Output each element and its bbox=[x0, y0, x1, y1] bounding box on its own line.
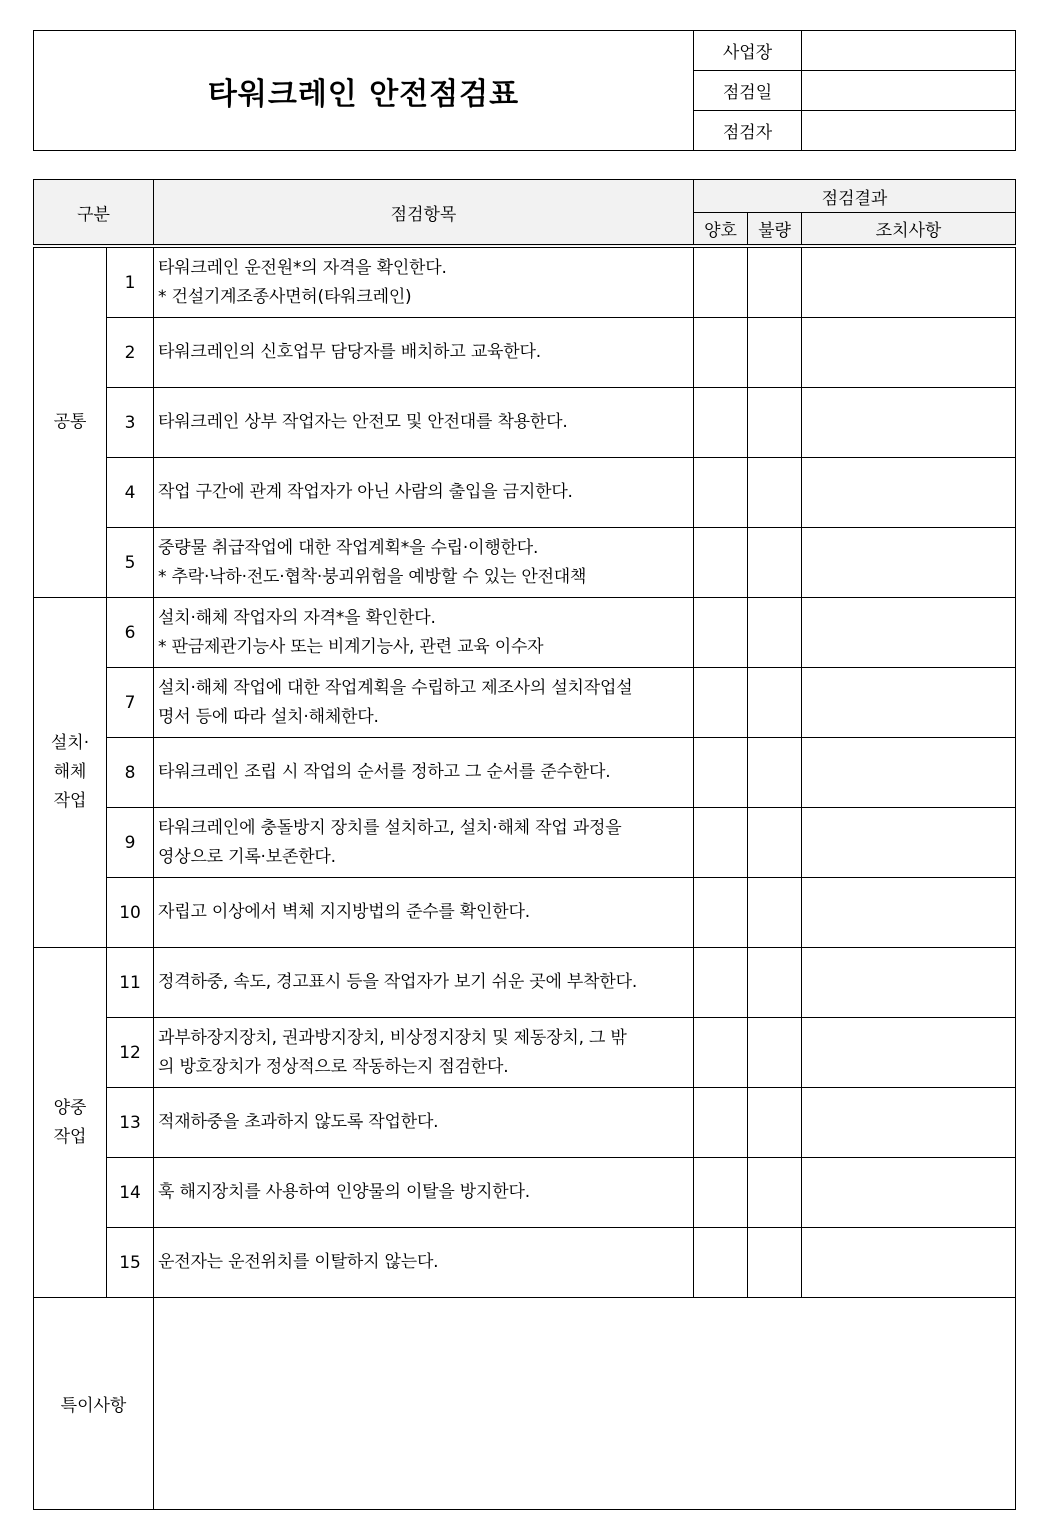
item-text-line: 훅 해지장치를 사용하여 인양물의 이탈을 방지한다. bbox=[158, 1182, 530, 1202]
item-text-line: * 판금제관기능사 또는 비계기능사, 관련 교육 이수자 bbox=[158, 636, 544, 657]
item-text bbox=[154, 1018, 694, 1088]
item-text-line: 중량물 취급작업에 대한 작업계획*을 수립·이행한다. bbox=[158, 537, 539, 558]
item-text bbox=[154, 318, 694, 388]
action-input-cell[interactable] bbox=[802, 808, 1016, 878]
bad-checkbox-cell[interactable] bbox=[748, 388, 802, 458]
category-label bbox=[34, 598, 107, 948]
item-number: 8 bbox=[107, 738, 154, 808]
bad-checkbox-cell[interactable] bbox=[748, 598, 802, 668]
item-text bbox=[154, 388, 694, 458]
bad-checkbox-cell[interactable] bbox=[748, 878, 802, 948]
table-row bbox=[34, 388, 1016, 458]
bad-checkbox-cell[interactable] bbox=[748, 808, 802, 878]
bad-checkbox-cell[interactable] bbox=[748, 1018, 802, 1088]
table-row bbox=[34, 1158, 1016, 1228]
good-checkbox-cell[interactable] bbox=[694, 1018, 748, 1088]
notes-label: 특이사항 bbox=[34, 1298, 154, 1510]
category-label-line: 공통 bbox=[53, 412, 87, 432]
category-label-line: 해체 bbox=[53, 762, 87, 782]
item-text-line: 적재하중을 초과하지 않도록 작업한다. bbox=[158, 1112, 439, 1132]
item-number: 14 bbox=[107, 1158, 154, 1228]
item-number: 7 bbox=[107, 668, 154, 738]
bad-checkbox-cell[interactable] bbox=[748, 948, 802, 1018]
notes-field[interactable] bbox=[154, 1298, 1016, 1510]
action-input-cell[interactable] bbox=[802, 738, 1016, 808]
item-text bbox=[154, 598, 694, 668]
item-text-line: 타워크레인 상부 작업자는 안전모 및 안전대를 착용한다. bbox=[158, 412, 568, 432]
table-row bbox=[34, 246, 1016, 318]
item-text bbox=[154, 808, 694, 878]
good-checkbox-cell[interactable] bbox=[694, 738, 748, 808]
item-text-line: 타워크레인 조립 시 작업의 순서를 정하고 그 순서를 준수한다. bbox=[158, 762, 611, 782]
good-checkbox-cell[interactable] bbox=[694, 598, 748, 668]
category-label-line: 설치· bbox=[50, 733, 90, 753]
good-checkbox-cell[interactable] bbox=[694, 948, 748, 1018]
action-input-cell[interactable] bbox=[802, 878, 1016, 948]
item-text-line: * 건설기계조종사면허(타워크레인) bbox=[158, 286, 412, 307]
table-row bbox=[34, 1018, 1016, 1088]
item-text bbox=[154, 878, 694, 948]
table-row bbox=[34, 668, 1016, 738]
good-checkbox-cell[interactable] bbox=[694, 668, 748, 738]
table-row bbox=[34, 458, 1016, 528]
table-row bbox=[34, 598, 1016, 668]
bad-checkbox-cell[interactable] bbox=[748, 246, 802, 318]
good-checkbox-cell[interactable] bbox=[694, 318, 748, 388]
item-text-line: 설치·해체 작업자의 자격*을 확인한다. bbox=[158, 607, 436, 628]
bad-checkbox-cell[interactable] bbox=[748, 318, 802, 388]
table-row bbox=[34, 738, 1016, 808]
page-title: 타워크레인 안전점검표 bbox=[34, 31, 694, 151]
label-date: 점검일 bbox=[694, 71, 802, 111]
item-text-line: 운전자는 운전위치를 이탈하지 않는다. bbox=[158, 1252, 439, 1272]
item-text-line: 자립고 이상에서 벽체 지지방법의 준수를 확인한다. bbox=[158, 902, 530, 922]
date-field[interactable] bbox=[802, 71, 1016, 111]
action-input-cell[interactable] bbox=[802, 1158, 1016, 1228]
category-label-line: 작업 bbox=[53, 791, 87, 811]
header-bad: 불량 bbox=[748, 213, 802, 247]
category-label bbox=[34, 948, 107, 1298]
good-checkbox-cell[interactable] bbox=[694, 1088, 748, 1158]
header-category: 구분 bbox=[34, 180, 154, 247]
label-inspector: 점검자 bbox=[694, 111, 802, 151]
item-number: 1 bbox=[107, 246, 154, 318]
action-input-cell[interactable] bbox=[802, 458, 1016, 528]
good-checkbox-cell[interactable] bbox=[694, 388, 748, 458]
item-text bbox=[154, 246, 694, 318]
label-site: 사업장 bbox=[694, 31, 802, 71]
item-text-line: 타워크레인에 충돌방지 장치를 설치하고, 설치·해체 작업 과정을 bbox=[158, 817, 622, 838]
item-text bbox=[154, 528, 694, 598]
action-input-cell[interactable] bbox=[802, 388, 1016, 458]
item-text bbox=[154, 1158, 694, 1228]
item-text bbox=[154, 738, 694, 808]
item-number: 9 bbox=[107, 808, 154, 878]
item-text-line: 타워크레인의 신호업무 담당자를 배치하고 교육한다. bbox=[158, 342, 541, 362]
bad-checkbox-cell[interactable] bbox=[748, 1088, 802, 1158]
table-row bbox=[34, 948, 1016, 1018]
item-text-line: 의 방호장치가 정상적으로 작동하는지 점검한다. bbox=[158, 1056, 509, 1077]
action-input-cell[interactable] bbox=[802, 528, 1016, 598]
action-input-cell[interactable] bbox=[802, 668, 1016, 738]
item-text bbox=[154, 458, 694, 528]
item-text bbox=[154, 948, 694, 1018]
good-checkbox-cell[interactable] bbox=[694, 808, 748, 878]
table-row bbox=[34, 808, 1016, 878]
inspector-field[interactable] bbox=[802, 111, 1016, 151]
bad-checkbox-cell[interactable] bbox=[748, 458, 802, 528]
item-text-line: 정격하중, 속도, 경고표시 등을 작업자가 보기 쉬운 곳에 부착한다. bbox=[158, 972, 638, 992]
bad-checkbox-cell[interactable] bbox=[748, 668, 802, 738]
good-checkbox-cell[interactable] bbox=[694, 1158, 748, 1228]
item-text-line: 과부하장지장치, 권과방지장치, 비상정지장치 및 제동장치, 그 밖 bbox=[158, 1027, 627, 1048]
item-text-line: 타워크레인 운전원*의 자격을 확인한다. bbox=[158, 257, 447, 278]
item-text bbox=[154, 1088, 694, 1158]
bad-checkbox-cell[interactable] bbox=[748, 1158, 802, 1228]
good-checkbox-cell[interactable] bbox=[694, 1228, 748, 1298]
category-label-line: 작업 bbox=[53, 1126, 87, 1147]
item-number: 10 bbox=[107, 878, 154, 948]
item-text bbox=[154, 1228, 694, 1298]
action-input-cell[interactable] bbox=[802, 246, 1016, 318]
category-label-line: 양중 bbox=[53, 1097, 87, 1118]
item-text-line: 명서 등에 따라 설치·해체한다. bbox=[158, 706, 379, 727]
table-row bbox=[34, 528, 1016, 598]
good-checkbox-cell[interactable] bbox=[694, 878, 748, 948]
good-checkbox-cell[interactable] bbox=[694, 246, 748, 318]
action-input-cell[interactable] bbox=[802, 1018, 1016, 1088]
item-text-line: 설치·해체 작업에 대한 작업계획을 수립하고 제조사의 설치작업설 bbox=[158, 677, 633, 698]
bad-checkbox-cell[interactable] bbox=[748, 1228, 802, 1298]
item-number: 13 bbox=[107, 1088, 154, 1158]
table-row bbox=[34, 878, 1016, 948]
item-text-line: 작업 구간에 관계 작업자가 아닌 사람의 출입을 금지한다. bbox=[158, 482, 573, 502]
header-good: 양호 bbox=[694, 213, 748, 247]
bad-checkbox-cell[interactable] bbox=[748, 738, 802, 808]
notes-row bbox=[34, 1298, 1016, 1510]
good-checkbox-cell[interactable] bbox=[694, 528, 748, 598]
table-row bbox=[34, 1228, 1016, 1298]
site-field[interactable] bbox=[802, 31, 1016, 71]
good-checkbox-cell[interactable] bbox=[694, 458, 748, 528]
action-input-cell[interactable] bbox=[802, 598, 1016, 668]
item-number: 5 bbox=[107, 528, 154, 598]
header-action: 조치사항 bbox=[802, 213, 1016, 247]
item-number: 3 bbox=[107, 388, 154, 458]
item-number: 4 bbox=[107, 458, 154, 528]
item-number: 15 bbox=[107, 1228, 154, 1298]
table-row bbox=[34, 1088, 1016, 1158]
header-result: 점검결과 bbox=[694, 180, 1016, 213]
table-row bbox=[34, 318, 1016, 388]
item-number: 6 bbox=[107, 598, 154, 668]
checklist-table bbox=[33, 179, 1016, 1510]
header-item: 점검항목 bbox=[154, 180, 694, 247]
category-label bbox=[34, 246, 107, 598]
action-input-cell[interactable] bbox=[802, 1228, 1016, 1298]
action-input-cell[interactable] bbox=[802, 1088, 1016, 1158]
item-text-line: 영상으로 기록·보존한다. bbox=[158, 846, 336, 867]
bad-checkbox-cell[interactable] bbox=[748, 528, 802, 598]
action-input-cell[interactable] bbox=[802, 318, 1016, 388]
item-text-line: * 추락·낙하·전도·협착·붕괴위험을 예방할 수 있는 안전대책 bbox=[158, 566, 587, 587]
header-info-table bbox=[33, 30, 1016, 151]
item-number: 12 bbox=[107, 1018, 154, 1088]
item-number: 2 bbox=[107, 318, 154, 388]
action-input-cell[interactable] bbox=[802, 948, 1016, 1018]
item-text bbox=[154, 668, 694, 738]
item-number: 11 bbox=[107, 948, 154, 1018]
